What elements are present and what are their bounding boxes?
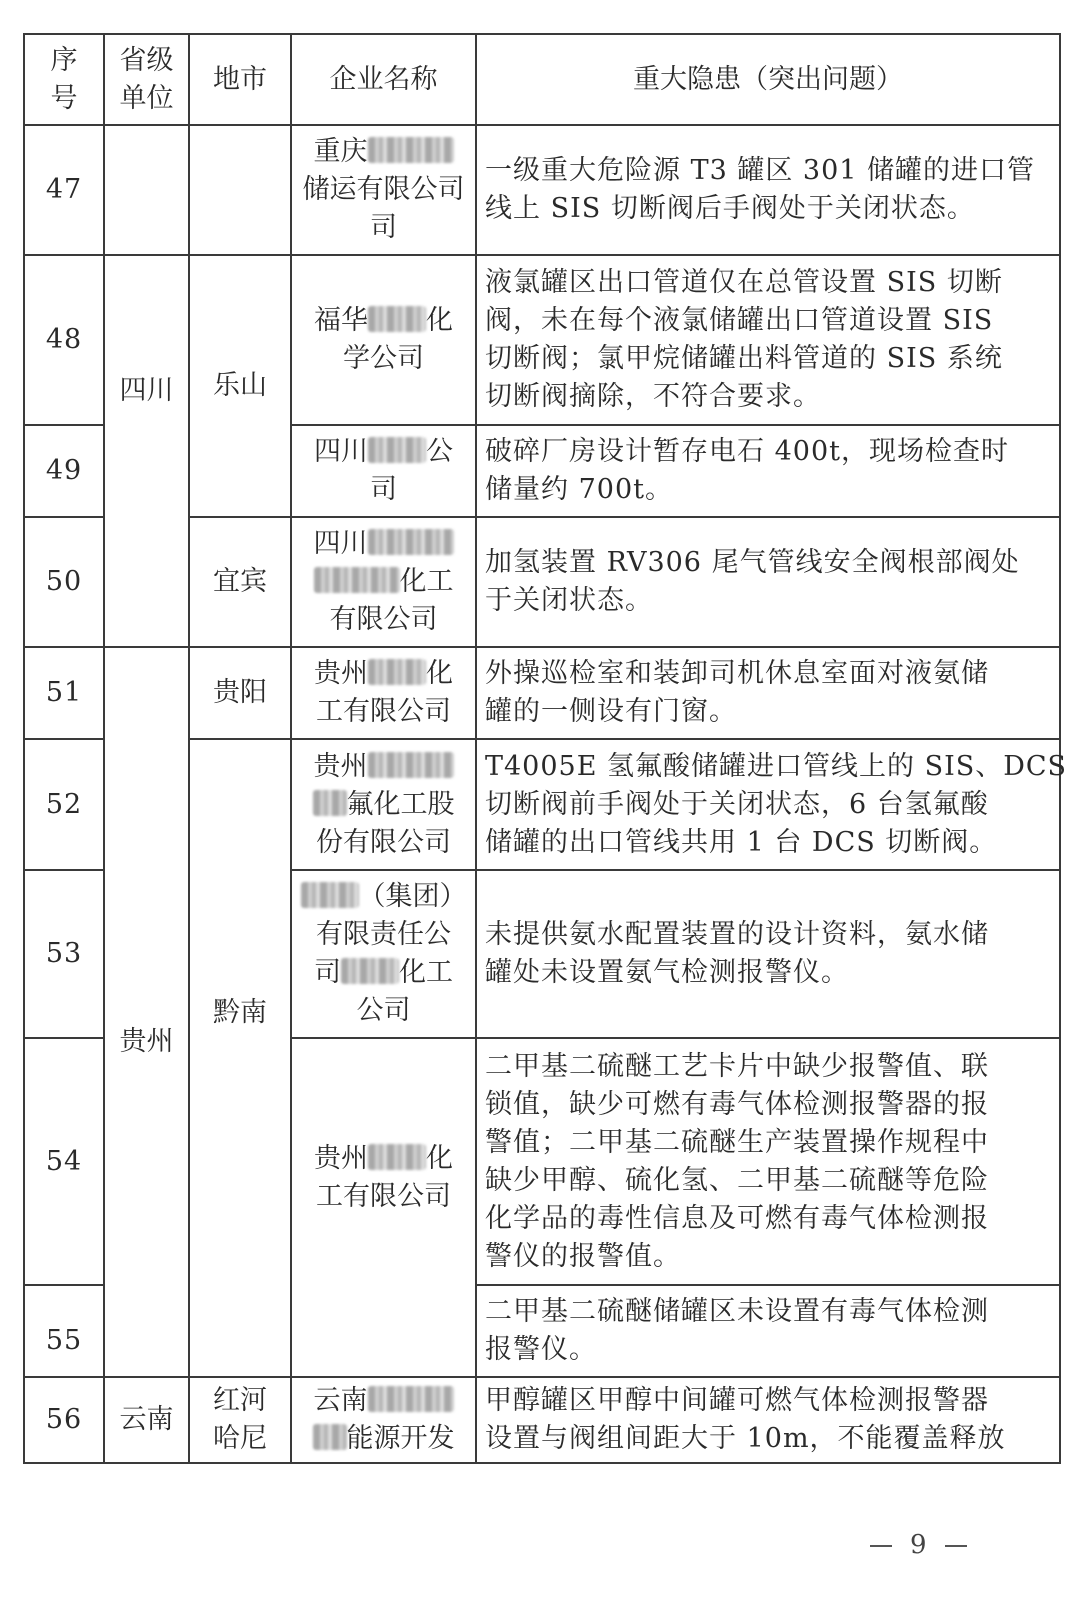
redacted-mark (368, 137, 454, 163)
table-row (24, 255, 1060, 425)
company-name: 贵州 化 工有限公司 (291, 647, 476, 739)
header-province: 省级单位 (104, 34, 189, 125)
hazard-description: 加氢装置 RV306 尾气管线安全阀根部阀处 于关闭状态。 (476, 517, 1060, 647)
company-name: 四川 公 司 (291, 425, 476, 517)
hazard-table (23, 33, 1068, 1464)
redacted-mark (368, 306, 426, 332)
province-guizhou: 贵州 (104, 647, 189, 1377)
city-qiannan: 黔南 (189, 739, 291, 1377)
header-hazard: 重大隐患（突出问题） (476, 34, 1060, 125)
hazard-description: 未提供氨水配置装置的设计资料，氨水储 罐处未设置氨气检测报警仪。 (476, 870, 1060, 1038)
province-yunnan: 云南 (104, 1377, 189, 1463)
city-honghe: 红河 哈尼 (189, 1377, 291, 1463)
row-number: 47 (24, 125, 104, 255)
header-company: 企业名称 (291, 34, 476, 125)
redacted-mark (368, 437, 426, 463)
city-yibin: 宜宾 (189, 517, 291, 647)
company-name: 重庆 储运有限公司 司 (291, 125, 476, 255)
hazard-description: 二甲基二硫醚储罐区未设置有毒气体检测 报警仪。 (476, 1285, 1060, 1377)
company-name: （集团） 有限责任公 司 化工 公司 (291, 870, 476, 1038)
redacted-mark (368, 659, 426, 685)
company-name: 四川 化工 有限公司 (291, 517, 476, 647)
redacted-mark (368, 529, 454, 555)
table-row (24, 647, 1060, 739)
row-number: 48 (24, 255, 104, 425)
company-name: 福华 化 学公司 (291, 255, 476, 425)
row-number: 49 (24, 425, 104, 517)
hazard-description: 破碎厂房设计暂存电石 400t，现场检查时 储量约 700t。 (476, 425, 1060, 517)
redacted-mark (301, 882, 359, 908)
company-name: 云南 能源开发 (291, 1377, 476, 1463)
dash-left (870, 1545, 892, 1547)
hazard-description: 甲醇罐区甲醇中间罐可燃气体检测报警器 设置与阀组间距大于 10m，不能覆盖释放 (476, 1377, 1060, 1463)
redacted-mark (368, 752, 454, 778)
header-no: 序号 (24, 34, 104, 125)
page-number: 9 (852, 1530, 985, 1560)
row-number: 54 (24, 1038, 104, 1285)
row-number: 52 (24, 739, 104, 870)
province-cell (104, 125, 189, 255)
hazard-description: 二甲基二硫醚工艺卡片中缺少报警值、联 锁值，缺少可燃有毒气体检测报警器的报 警值；二甲基二硫醚生产装置操作规程中 缺少甲醇、硫化氢、二甲基二硫醚等危险 化学品的毒性信息及可燃有毒气体检测报 警仪的报警值。 (476, 1038, 1060, 1285)
hazard-description: 外操巡检室和装卸司机休息室面对液氨储 罐的一侧设有门窗。 (476, 647, 1060, 739)
redacted-mark (368, 1144, 426, 1170)
row-number: 53 (24, 870, 104, 1038)
row-number: 55 (24, 1285, 104, 1377)
dash-right (945, 1545, 967, 1547)
redacted-mark (341, 958, 399, 984)
row-number: 50 (24, 517, 104, 647)
redacted-mark (368, 1386, 454, 1412)
redacted-mark (314, 567, 400, 593)
table-row (24, 125, 1060, 255)
company-name: 贵州 化 工有限公司 (291, 1038, 476, 1377)
province-sichuan: 四川 (104, 255, 189, 647)
row-number: 51 (24, 647, 104, 739)
company-name: 贵州 氟化工股 份有限公司 (291, 739, 476, 870)
city-guiyang: 贵阳 (189, 647, 291, 739)
row-number: 56 (24, 1377, 104, 1463)
table-header-row (24, 34, 1060, 125)
city-leshan: 乐山 (189, 255, 291, 517)
hazard-description: 一级重大危险源 T3 罐区 301 储罐的进口管 线上 SIS 切断阀后手阀处于关闭状态。 (476, 125, 1060, 255)
hazard-description: T4005E 氢氟酸储罐进口管线上的 SIS、DCS 切断阀前手阀处于关闭状态，6 台氢氟酸 储罐的出口管线共用 1 台 DCS 切断阀。 (476, 739, 1060, 870)
header-city: 地市 (189, 34, 291, 125)
hazard-description: 液氯罐区出口管道仅在总管设置 SIS 切断 阀，未在每个液氯储罐出口管道设置 SIS 切断阀；氯甲烷储罐出料管道的 SIS 系统 切断阀摘除，不符合要求。 (476, 255, 1060, 425)
redacted-mark (313, 790, 347, 816)
table-row (24, 1377, 1060, 1463)
redacted-mark (313, 1424, 347, 1450)
city-cell (189, 125, 291, 255)
